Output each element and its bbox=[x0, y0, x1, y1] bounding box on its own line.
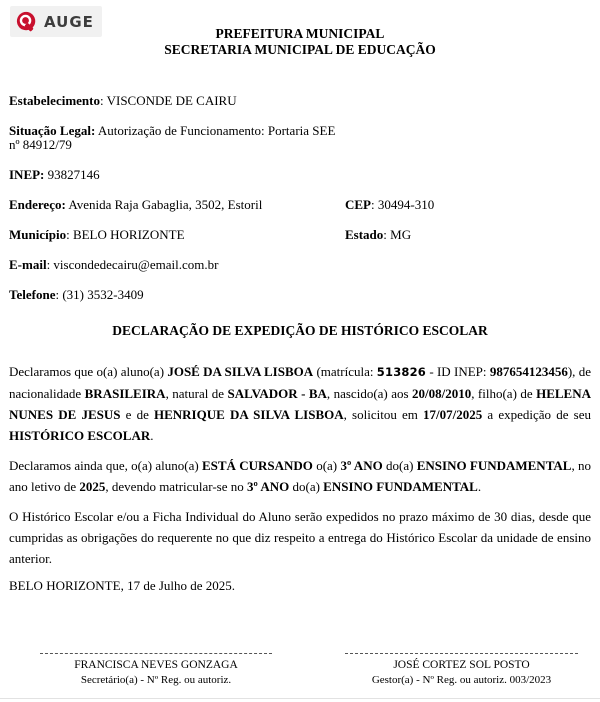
declaration-title: DECLARAÇÃO DE EXPEDIÇÃO DE HISTÓRICO ESCOLAR bbox=[112, 323, 488, 338]
field-label: Situação Legal: bbox=[9, 123, 96, 138]
auge-logo bbox=[10, 6, 102, 37]
auge-circle-q-icon bbox=[16, 11, 38, 33]
field-label: CEP bbox=[345, 197, 371, 212]
paragraph-student-info: Declaramos que o(a) aluno(a) JOSÉ DA SILVA LISBOA (matrícula: 513826 - ID INEP: 987654123456), de nacionalidade BRASILEIRA, natural de SALVADOR - BA, nascido(a) aos 20/08/2010, filho(a) de HELENA NUNES DE JESUS e de HENRIQUE DA SILVA LISBOA, solicitou em 17/07/2025 a expedição de seu HISTÓRICO ESCOLAR. bbox=[9, 364, 591, 443]
field-endereco bbox=[9, 198, 345, 212]
declaration-body bbox=[0, 361, 600, 569]
field-label: INEP: bbox=[9, 167, 45, 182]
signature-block-manager bbox=[345, 653, 578, 688]
field-cep bbox=[345, 198, 591, 212]
signature-role: Secretário(a) - Nº Reg. ou autoriz. bbox=[80, 674, 232, 686]
field-value: : viscondedecairu@email.com.br bbox=[46, 257, 219, 272]
field-telefone bbox=[9, 288, 591, 302]
signature-line bbox=[40, 653, 272, 654]
school-info-fields bbox=[0, 94, 600, 302]
paragraph-enrollment-info: Declaramos ainda que, o(a) aluno(a) ESTÁ CURSANDO o(a) 3º ANO do(a) ENSINO FUNDAMENTAL, no ano letivo de 2025, devendo matricular-se no 3º ANO do(a) ENSINO FUNDAMENTAL. bbox=[9, 458, 592, 494]
field-value: : VISCONDE DE CAIRU bbox=[99, 93, 237, 108]
field-label: Endereço: bbox=[9, 197, 66, 212]
field-label: Estado bbox=[345, 227, 384, 242]
page-bottom-divider bbox=[0, 698, 600, 699]
header-line-prefeitura: PREFEITURA MUNICIPAL bbox=[215, 26, 385, 41]
field-value: : MG bbox=[383, 227, 412, 242]
signature-name: JOSÉ CORTEZ SOL POSTO bbox=[393, 659, 530, 671]
field-label: Estabelecimento bbox=[9, 93, 100, 108]
header-line-secretaria: SECRETARIA MUNICIPAL DE EDUCAÇÃO bbox=[164, 42, 436, 57]
city-date-line: BELO HORIZONTE, 17 de Julho de 2025. bbox=[9, 578, 236, 593]
paragraph-deadline-info: O Histórico Escolar e/ou a Ficha Individual do Aluno serão expedidos no prazo máximo de 30 dias, desde que cumpridas as obrigações do requerente no que diz respeito a entrega do Histórico Escolar da unidade de ensino anterior. bbox=[9, 509, 591, 566]
field-value: : 30494-310 bbox=[371, 197, 435, 212]
field-label: Telefone bbox=[9, 287, 56, 302]
field-estabelecimento bbox=[9, 94, 591, 108]
field-endereco-cep bbox=[9, 198, 591, 212]
field-inep bbox=[9, 168, 591, 182]
field-label: Município bbox=[9, 227, 67, 242]
field-value: : BELO HORIZONTE bbox=[66, 227, 185, 242]
field-value: Avenida Raja Gabaglia, 3502, Estoril bbox=[65, 197, 263, 212]
auge-logo-text: AUGE bbox=[44, 12, 94, 31]
field-value: Autorização de Funcionamento: Portaria SEE nº 84912/79 bbox=[9, 123, 336, 152]
field-label: E-mail bbox=[9, 257, 47, 272]
signature-name: FRANCISCA NEVES GONZAGA bbox=[74, 659, 238, 671]
signature-line bbox=[345, 653, 578, 654]
field-municipio bbox=[9, 228, 345, 242]
field-estado bbox=[345, 228, 591, 242]
field-situacao-legal bbox=[9, 124, 591, 152]
field-value: 93827146 bbox=[44, 167, 100, 182]
field-value: : (31) 3532-3409 bbox=[55, 287, 144, 302]
signature-role: Gestor(a) - Nº Reg. ou autoriz. 003/2023 bbox=[371, 674, 552, 686]
field-email bbox=[9, 258, 591, 272]
signature-block-secretary bbox=[40, 653, 272, 688]
field-municipio-estado bbox=[9, 228, 591, 242]
